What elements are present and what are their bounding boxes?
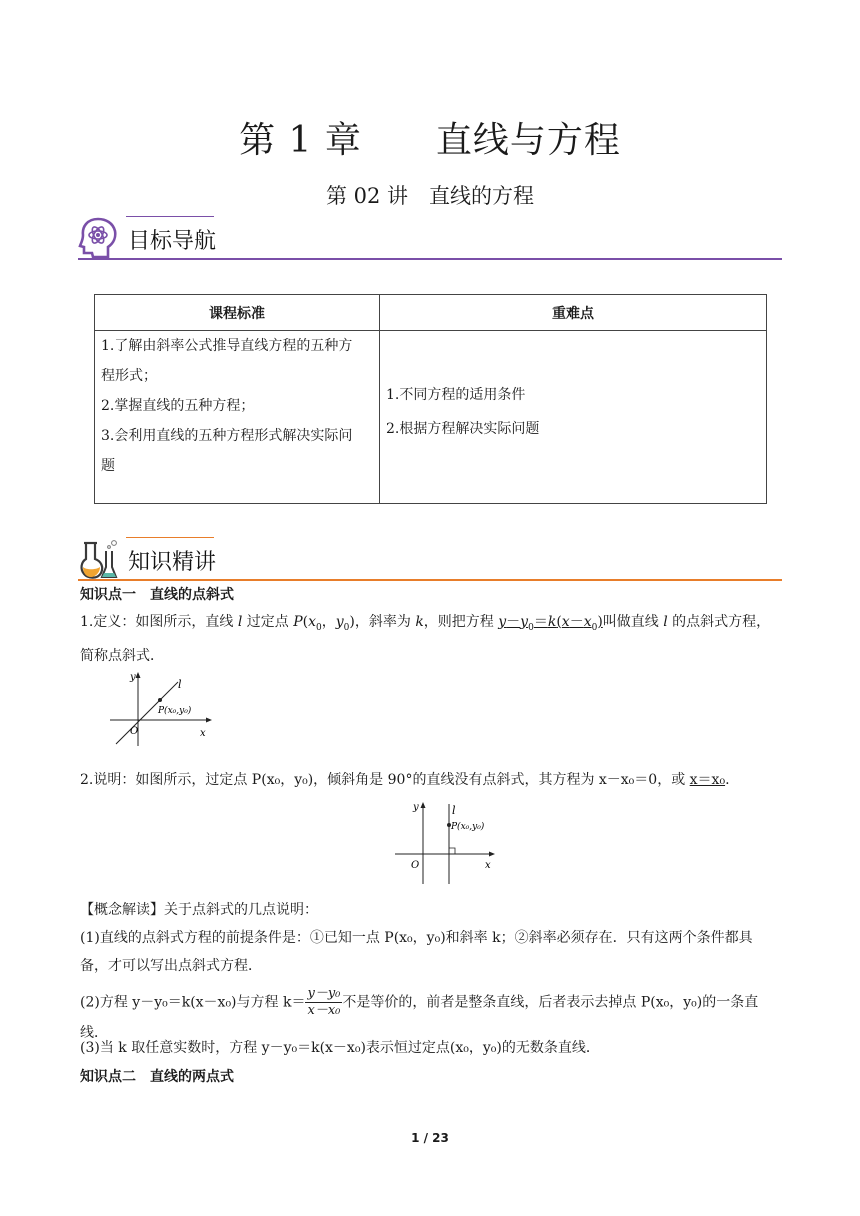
flask-icon <box>78 537 122 581</box>
interpretation-3: (3)当 k 取任意实数时，方程 y－y₀＝k(x－x₀)表示恒过定点(x₀，y₀)的无数条直线． <box>80 1040 600 1056</box>
def-text: ，则把方程 <box>423 614 499 630</box>
fig1-origin-label: O <box>130 726 139 737</box>
head-atom-icon <box>78 216 120 258</box>
section-header-knowledge <box>78 537 782 581</box>
def-text: 过定点 <box>242 614 294 630</box>
point-slope-equation: $y-y_0=k(x-x_0)$ <box>498 614 603 633</box>
section-divider <box>78 258 782 260</box>
interpretation-1a: (1)直线的点斜式方程的前提条件是：①已知一点 P(x₀，y₀)和斜率 k；②斜率必须存在．只有这两个条件都具 <box>80 930 753 946</box>
difficulty-cell <box>380 331 767 504</box>
section-label: 知识精讲 <box>128 550 217 575</box>
note-paragraph <box>80 766 783 794</box>
standard-line: 1.了解由斜率公式推导直线方程的五种方 <box>101 338 353 354</box>
fraction-numerator: y－y₀ <box>307 986 341 1001</box>
section-header-goals <box>78 216 782 260</box>
fig2-y-label: y <box>413 802 419 813</box>
interp2-text: 不是等价的，前者是整条直线，后者表示去掉点 P(x₀，y₀)的一条直线． <box>80 994 759 1041</box>
figure-point-slope <box>108 668 218 748</box>
fraction-denominator: x－x₀ <box>307 1003 341 1018</box>
knowledge-point-1-title: 知识点一 直线的点斜式 <box>80 587 234 603</box>
slope-fraction <box>305 986 342 1019</box>
page-number: 1 / 23 <box>411 1131 449 1145</box>
section-label: 目标导航 <box>128 229 217 254</box>
fig1-y-label: y <box>130 672 136 683</box>
fig2-line-label: l <box>452 804 456 817</box>
section-topline <box>126 216 214 217</box>
knowledge-point-2-title: 知识点二 直线的两点式 <box>80 1069 234 1085</box>
fig2-origin-label: O <box>411 860 420 871</box>
section-divider <box>78 579 782 581</box>
standard-line: 2.掌握直线的五种方程； <box>101 398 255 414</box>
table-header-standard: 课程标准 <box>95 295 380 331</box>
interp2-text: (2)方程 y－y₀＝k(x－x₀)与方程 k＝ <box>80 994 306 1011</box>
fig2-point-label: P(x₀,y₀) <box>451 822 485 832</box>
definition-paragraph: 1.定义：如图所示，直线 l 过定点 $P(x_0$，$y_0$)，斜率为 k，则把方程 $y-y_0=k(x-x_0)$叫做直线 l 的点斜式方程，简称点斜式． <box>80 614 771 664</box>
standards-cell <box>95 331 380 504</box>
table-header-difficulty: 重难点 <box>380 295 767 331</box>
interpretation-1b: 备，才可以写出点斜式方程． <box>80 958 262 974</box>
chapter-title: 第 1 章 直线与方程 <box>239 120 621 161</box>
difficulty-line: 2.根据方程解决实际问题 <box>386 421 540 437</box>
standards-table <box>94 294 767 504</box>
standard-line: 题 <box>101 458 115 474</box>
difficulty-line: 1.不同方程的适用条件 <box>386 387 526 403</box>
def-text: 的点斜式方程，简称点斜式． <box>80 614 771 664</box>
standard-line: 程形式； <box>101 368 157 384</box>
section-topline <box>126 537 214 538</box>
slope-k: k <box>415 614 424 630</box>
fig1-line-label: l <box>178 678 182 691</box>
vertical-line-equation: x＝x₀ <box>689 772 726 788</box>
note-text: 2.说明：如图所示，过定点 P(x₀，y₀)，倾斜角是 90°的直线没有点斜式，其方程为 x－x₀＝0，或 <box>80 772 690 788</box>
interpretation-heading: 【概念解读】关于点斜式的几点说明： <box>80 902 318 918</box>
lesson-title: 第 02 讲 直线的方程 <box>325 184 535 208</box>
line-l: l <box>237 614 243 630</box>
fig1-x-label: x <box>200 728 206 739</box>
note-end: . <box>725 772 730 788</box>
def-text: 叫做直线 <box>602 614 664 630</box>
def-text: ，斜率为 <box>354 614 416 630</box>
def-text: 1.定义：如图所示，直线 <box>80 614 238 630</box>
figure-vertical-line <box>393 798 499 886</box>
fig2-x-label: x <box>485 860 491 871</box>
fig1-point-label: P(x₀,y₀) <box>158 706 192 716</box>
standard-line: 3.会利用直线的五种方程形式解决实际问 <box>101 428 353 444</box>
